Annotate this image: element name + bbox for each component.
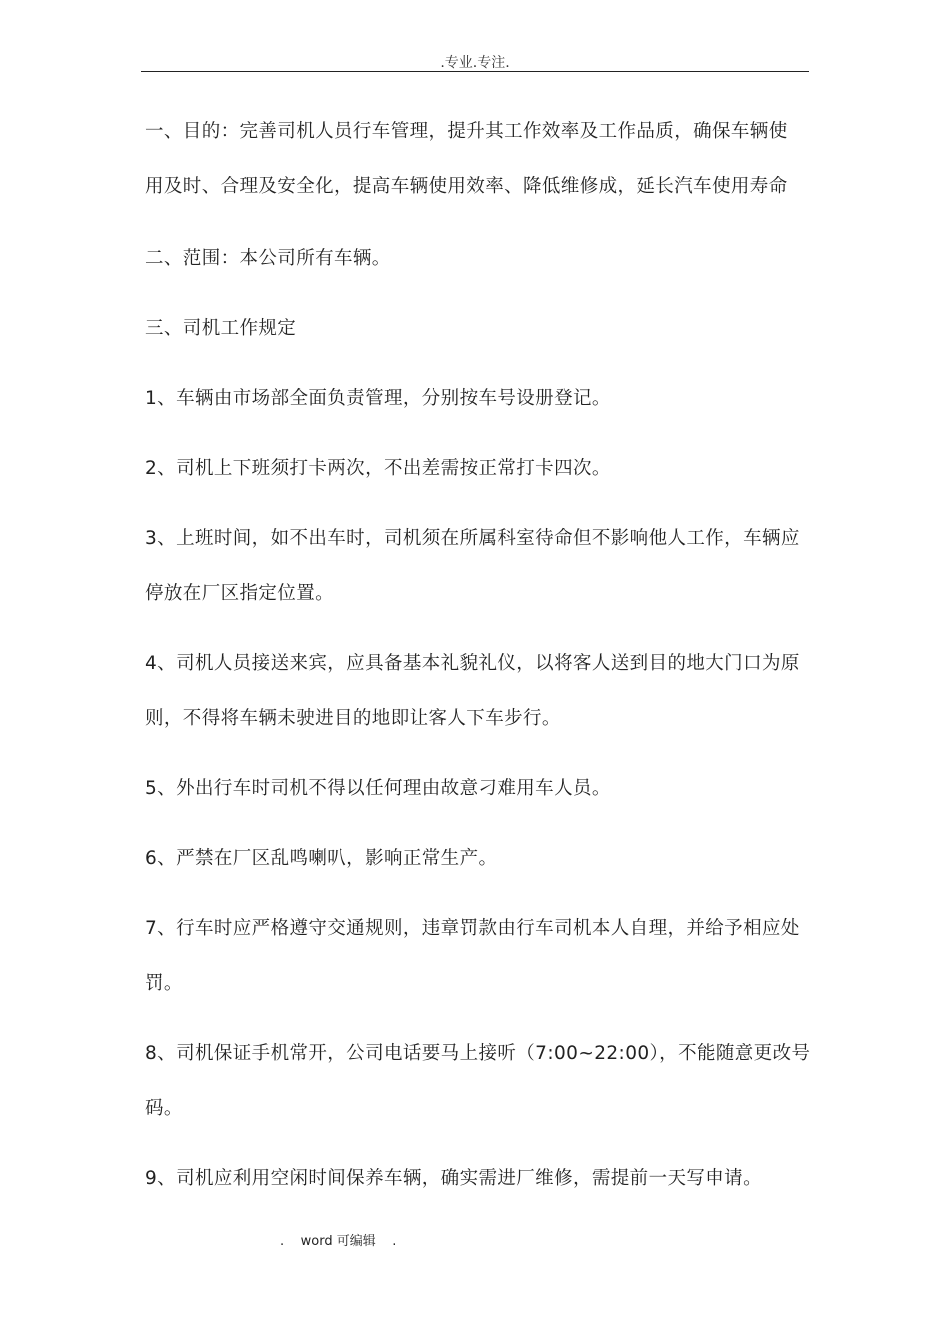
header-text: .专业.专注.	[440, 55, 510, 71]
paragraph-rule-9	[145, 1151, 809, 1206]
page-footer: . word 可编辑 .	[280, 1234, 397, 1249]
paragraph-rule-7	[145, 901, 809, 1011]
paragraph-rule-3	[145, 511, 809, 621]
paragraph-rule-2	[145, 441, 809, 496]
paragraph-line: 5、外出行车时司机不得以任何理由故意刁难用车人员。	[145, 778, 611, 799]
paragraph-line: 码。	[145, 1098, 183, 1119]
document-body	[145, 104, 809, 1206]
paragraph-rule-4	[145, 636, 809, 746]
header-rule	[141, 71, 809, 72]
paragraph-line: 一、目的：完善司机人员行车管理，提升其工作效率及工作品质，确保车辆使	[145, 121, 788, 142]
paragraph-line: 2、司机上下班须打卡两次，不出差需按正常打卡四次。	[145, 458, 611, 479]
paragraph-line: 9、司机应利用空闲时间保养车辆，确实需进厂维修，需提前一天写申请。	[145, 1168, 762, 1189]
paragraph-line: 罚。	[145, 973, 183, 994]
paragraph-line: 则，不得将车辆未驶进目的地即让客人下车步行。	[145, 708, 561, 729]
paragraph-rule-6	[145, 831, 809, 886]
paragraph-line: 8、司机保证手机常开，公司电话要马上接听（7:00~22:00），不能随意更改号	[145, 1043, 811, 1064]
paragraph-rule-1	[145, 371, 809, 426]
paragraph-line: 停放在厂区指定位置。	[145, 583, 335, 604]
paragraph-purpose	[145, 104, 809, 214]
paragraph-line: 1、车辆由市场部全面负责管理，分别按车号设册登记。	[145, 388, 611, 409]
paragraph-line: 3、上班时间，如不出车时，司机须在所属科室待命但不影响他人工作，车辆应	[145, 528, 800, 549]
paragraph-line: 6、严禁在厂区乱鸣喇叭，影响正常生产。	[145, 848, 498, 869]
paragraph-rule-8	[145, 1026, 809, 1136]
paragraph-rule-5	[145, 761, 809, 816]
paragraph-line: 4、司机人员接送来宾，应具备基本礼貌礼仪，以将客人送到目的地大门口为原	[145, 653, 800, 674]
paragraph-line: 用及时、合理及安全化，提高车辆使用效率、降低维修成，延长汽车使用寿命	[145, 176, 788, 197]
paragraph-scope	[145, 231, 809, 286]
paragraph-section-heading	[145, 301, 809, 356]
paragraph-line: 二、范围：本公司所有车辆。	[145, 248, 391, 269]
paragraph-line: 7、行车时应严格遵守交通规则，违章罚款由行车司机本人自理，并给予相应处	[145, 918, 800, 939]
paragraph-line: 三、司机工作规定	[145, 318, 297, 339]
